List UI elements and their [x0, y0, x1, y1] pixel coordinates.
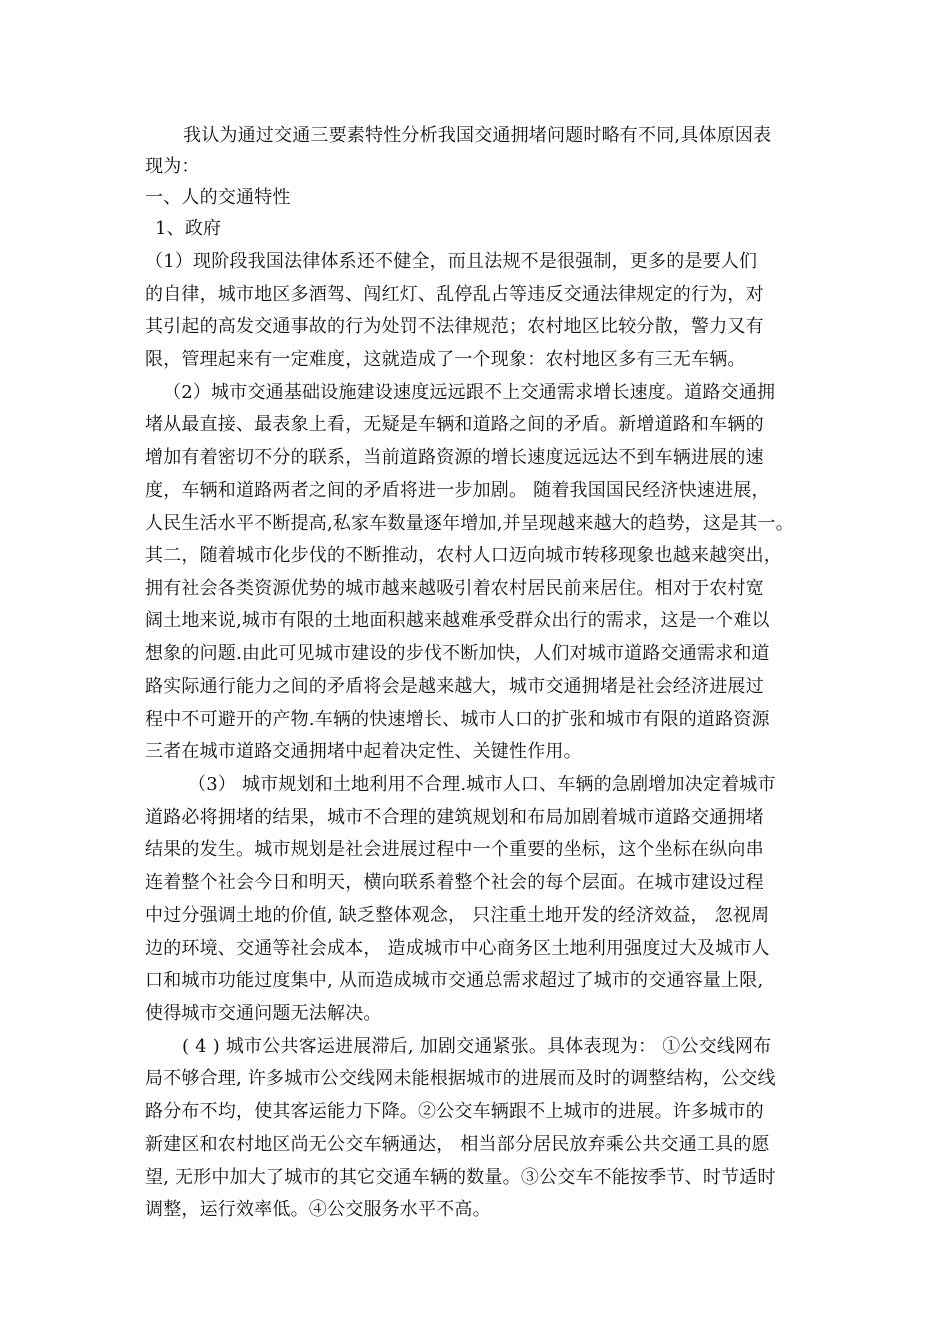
- text-line: 三者在城市道路交通拥堵中起着决定性、关键性作用。: [145, 741, 582, 762]
- text-line: 的自律，城市地区多酒驾、闯红灯、乱停乱占等违反交通法律规定的行为，对: [145, 284, 764, 305]
- text-line: 想象的问题.由此可见城市建设的步伐不断加快，人们对城市道路交通需求和道: [145, 643, 770, 664]
- text-line: 阔土地来说,城市有限的土地面积越来越难承受群众出行的需求，这是一个难以: [145, 610, 770, 631]
- text-line: 边的环境、交通等社会成本， 造成城市中心商务区土地利用强度过大及城市人: [145, 938, 770, 959]
- text-line: 路分布不均，使其客运能力下降。②公交车辆跟不上城市的进展。许多城市的: [145, 1101, 764, 1122]
- text-line: 程中不可避开的产物.车辆的快速增长、城市人口的扩张和城市有限的道路资源: [145, 709, 770, 730]
- text-line: （1）现阶段我国法律体系还不健全，而且法规不是很强制，更多的是要人们: [145, 251, 758, 272]
- text-line: 连着整个社会今日和明天，横向联系着整个社会的每个层面。在城市建设过程: [145, 872, 764, 893]
- text-line: 我认为通过交通三要素特性分析我国交通拥堵问题时略有不同,具体原因表: [183, 125, 772, 146]
- text-line: 人民生活水平不断提高,私家车数量逐年增加,并呈现越来越大的趋势，这是其一。: [145, 513, 794, 534]
- text-line: 其引起的高发交通事故的行为处罚不法律规范；农村地区比较分散，警力又有: [145, 316, 764, 337]
- text-line: 新建区和农村地区尚无公交车辆通达， 相当部分居民放弃乘公共交通工具的愿: [145, 1134, 770, 1155]
- text-line: 望, 无形中加大了城市的其它交通车辆的数量。③公交车不能按季节、时节适时: [145, 1167, 776, 1188]
- text-line: 度，车辆和道路两者之间的矛盾将进一步加剧。 随着我国国民经济快速进展，: [145, 480, 770, 501]
- text-line: 局不够合理, 许多城市公交线网未能根据城市的进展而及时的调整结构，公交线: [145, 1068, 776, 1089]
- text-line: ( 4 ) 城市公共客运进展滞后, 加剧交通紧张。具体表现为： ①公交线网布: [182, 1036, 772, 1057]
- text-line: （2）城市交通基础设施建设速度远远跟不上交通需求增长速度。道路交通拥: [163, 382, 776, 403]
- text-line: 道路必将拥堵的结果，城市不合理的建筑规划和布局加剧着城市道路交通拥堵: [145, 807, 764, 828]
- text-line: 拥有社会各类资源优势的城市越来越吸引着农村居民前来居住。相对于农村宽: [145, 578, 764, 599]
- text-line: 现为：: [145, 156, 200, 177]
- text-line: 路实际通行能力之间的矛盾将会是越来越大，城市交通拥堵是社会经济进展过: [145, 676, 764, 697]
- text-line: 增加有着密切不分的联系，当前道路资源的增长速度远远达不到车辆进展的速: [145, 447, 764, 468]
- subsection-heading: 1、政府: [155, 218, 222, 239]
- section-heading: 一、人的交通特性: [145, 187, 291, 208]
- text-line: 结果的发生。城市规划是社会进展过程中一个重要的坐标，这个坐标在纵向串: [145, 839, 764, 860]
- text-line: 调整，运行效率低。④公交服务水平不高。: [145, 1199, 491, 1220]
- text-line: 其二，随着城市化步伐的不断推动，农村人口迈向城市转移现象也越来越突出，: [145, 545, 782, 566]
- text-line: 口和城市功能过度集中, 从而造成城市交通总需求超过了城市的交通容量上限,: [145, 970, 764, 991]
- text-line: 限，管理起来有一定难度，这就造成了一个现象：农村地区多有三无车辆。: [145, 349, 746, 370]
- text-line: 中过分强调土地的价值, 缺乏整体观念， 只注重土地开发的经济效益， 忽视周: [145, 905, 770, 926]
- text-line: （3） 城市规划和土地利用不合理.城市人口、车辆的急剧增加决定着城市: [188, 774, 776, 795]
- text-line: 堵从最直接、最表象上看，无疑是车辆和道路之间的矛盾。新增道路和车辆的: [145, 414, 764, 435]
- text-line: 使得城市交通问题无法解决。: [145, 1003, 382, 1024]
